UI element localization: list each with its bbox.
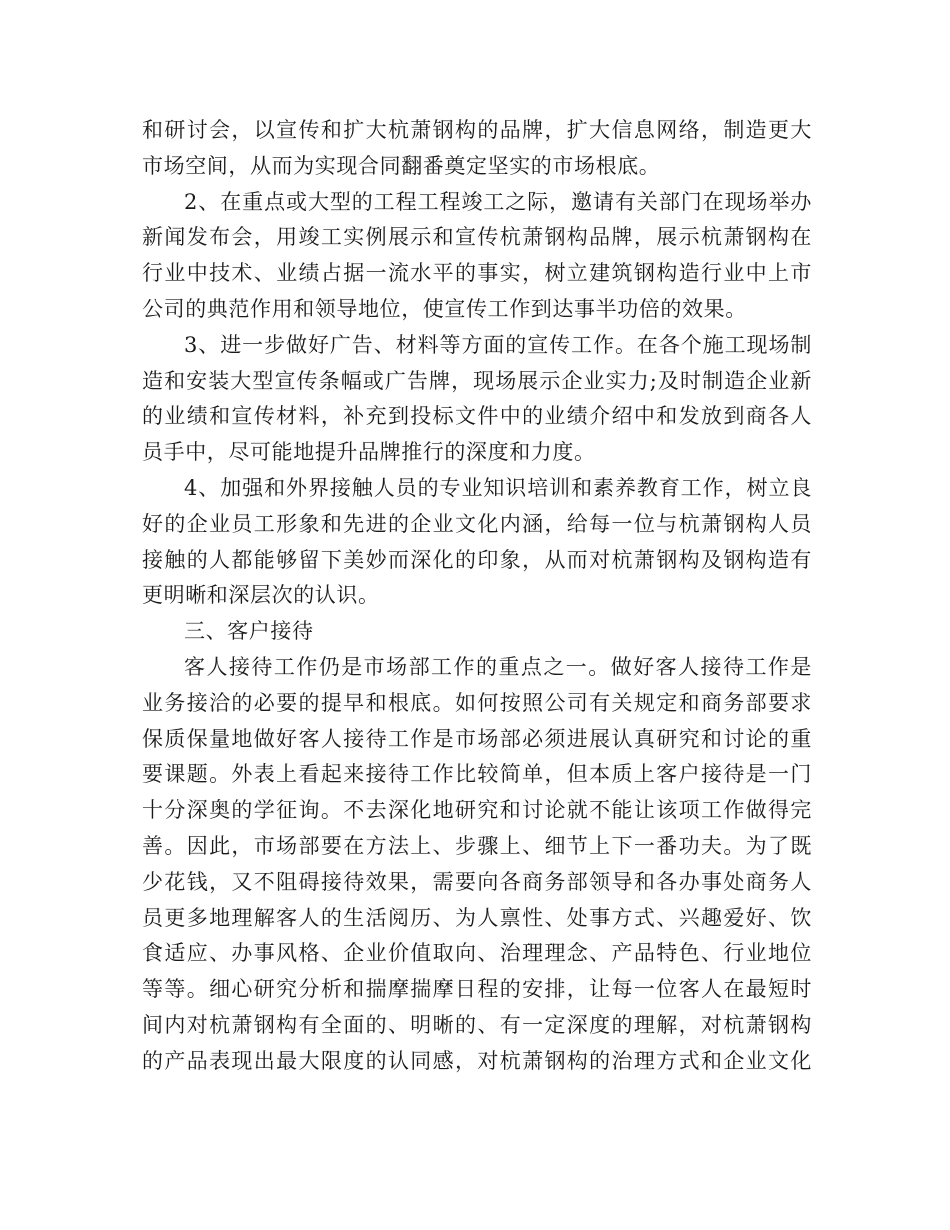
text-line: 4、加强和外界接触人员的专业知识培训和素养教育工作，树立良 bbox=[184, 475, 812, 500]
text-line: 少花钱，又不阻碍接待效果，需要向各商务部领导和各办事处商务人 bbox=[142, 869, 812, 894]
text-line: 员更多地理解客人的生活阅历、为人禀性、处事方式、兴趣爱好、饮 bbox=[142, 905, 812, 930]
text-line: 保质保量地做好客人接待工作是市场部必须进展认真研究和讨论的重 bbox=[142, 726, 812, 751]
text-line: 三、客户接待 bbox=[184, 619, 314, 644]
text-line: 造和安装大型宣传条幅或广告牌，现场展示企业实力;及时制造企业新 bbox=[142, 368, 812, 393]
text-line: 间内对杭萧钢构有全面的、明晰的、有一定深度的理解，对杭萧钢构 bbox=[142, 1012, 812, 1037]
text-line: 等等。细心研究分析和揣摩揣摩日程的安排，让每一位客人在最短时 bbox=[142, 977, 812, 1002]
text-line: 善。因此，市场部要在方法上、步骤上、细节上下一番功夫。为了既 bbox=[142, 833, 812, 858]
text-line: 要课题。外表上看起来接待工作比较简单，但本质上客户接待是一门 bbox=[142, 762, 812, 787]
text-line: 市场空间，从而为实现合同翻番奠定坚实的市场根底。 bbox=[142, 153, 661, 178]
text-line: 好的企业员工形象和先进的企业文化内涵，给每一位与杭萧钢构人员 bbox=[142, 511, 812, 536]
text-line: 的产品表现出最大限度的认同感，对杭萧钢构的治理方式和企业文化 bbox=[142, 1048, 812, 1073]
text-line: 2、在重点或大型的工程工程竣工之际，邀请有关部门在现场举办 bbox=[184, 189, 812, 214]
text-line: 和研讨会，以宣传和扩大杭萧钢构的品牌，扩大信息网络，制造更大 bbox=[142, 118, 812, 142]
text-line: 客人接待工作仍是市场部工作的重点之一。做好客人接待工作是 bbox=[184, 654, 812, 679]
text-line: 接触的人都能够留下美妙而深化的印象，从而对杭萧钢构及钢构造有 bbox=[142, 547, 812, 572]
text-line: 的业绩和宣传材料，补充到投标文件中的业绩介绍中和发放到商各人 bbox=[142, 404, 812, 429]
text-line: 员手中，尽可能地提升品牌推行的深度和力度。 bbox=[142, 440, 596, 465]
text-line: 公司的典范作用和领导地位，使宣传工作到达事半功倍的效果。 bbox=[142, 296, 747, 321]
text-line: 更明晰和深层次的认识。 bbox=[142, 583, 380, 608]
document-page bbox=[142, 113, 812, 1080]
text-line: 十分深奥的学征询。不去深化地研究和讨论就不能让该项工作做得完 bbox=[142, 798, 812, 823]
text-line: 行业中技术、业绩占据一流水平的事实，树立建筑钢构造行业中上市 bbox=[142, 261, 812, 286]
text-line: 业务接洽的必要的提早和根底。如何按照公司有关规定和商务部要求 bbox=[142, 690, 812, 715]
text-line: 食适应、办事风格、企业价值取向、治理理念、产品特色、行业地位 bbox=[142, 941, 812, 966]
text-line: 新闻发布会，用竣工实例展示和宣传杭萧钢构品牌，展示杭萧钢构在 bbox=[142, 225, 812, 250]
text-line: 3、进一步做好广告、材料等方面的宣传工作。在各个施工现场制 bbox=[184, 332, 812, 357]
